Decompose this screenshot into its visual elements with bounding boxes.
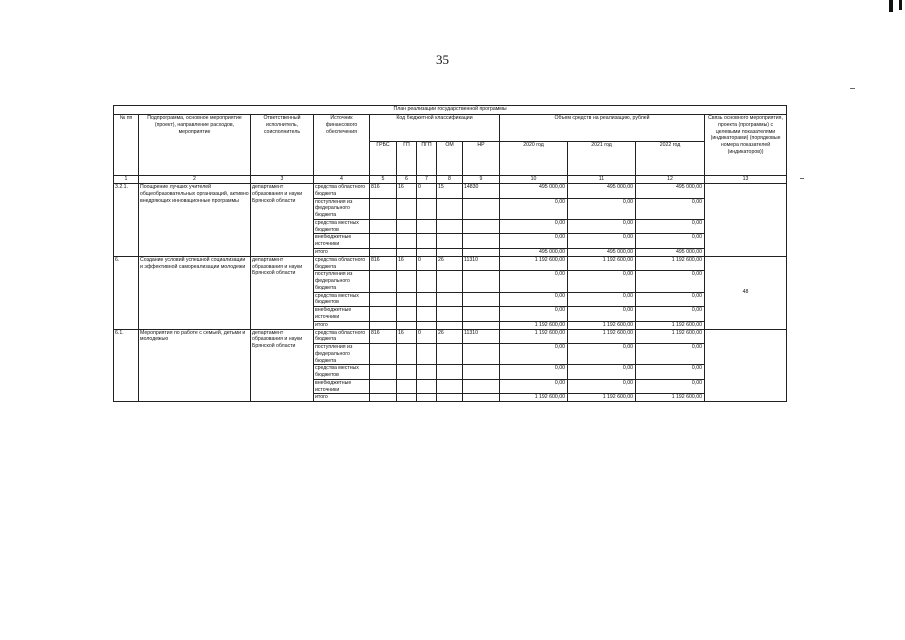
amount-2021: 1 192 600,00 <box>568 256 636 271</box>
amount-2020: 1 192 600,00 <box>500 321 568 329</box>
code-gp <box>397 344 417 365</box>
amount-2021: 0,00 <box>568 271 636 292</box>
scan-speck <box>850 88 855 89</box>
code-grbs <box>370 271 397 292</box>
code-np <box>463 219 500 234</box>
amount-2021: 0,00 <box>568 198 636 219</box>
funding-source: внебюджетные источники <box>314 234 370 249</box>
amount-2021: 1 192 600,00 <box>568 329 636 344</box>
code-om: 15 <box>437 184 463 199</box>
funding-source: поступления из федерального бюджета <box>314 271 370 292</box>
code-np <box>463 271 500 292</box>
amount-2022: 1 192 600,00 <box>636 321 705 329</box>
funding-source: итого <box>314 321 370 329</box>
code-pgp: 0 <box>417 329 437 344</box>
indicator-link: 48 <box>705 256 787 329</box>
code-grbs <box>370 365 397 380</box>
code-gp <box>397 292 417 307</box>
amount-2021: 0,00 <box>568 234 636 249</box>
code-gp <box>397 234 417 249</box>
amount-2020: 0,00 <box>500 198 568 219</box>
header-volume: Объем средств на реализацию, рублей <box>500 115 705 142</box>
amount-2020: 0,00 <box>500 307 568 322</box>
amount-2020: 0,00 <box>500 292 568 307</box>
column-number: 13 <box>705 176 787 184</box>
code-pgp <box>417 365 437 380</box>
funding-source: средства местных бюджетов <box>314 219 370 234</box>
column-number: 9 <box>463 176 500 184</box>
amount-2020: 0,00 <box>500 379 568 394</box>
code-pgp <box>417 394 437 402</box>
code-om <box>437 321 463 329</box>
column-number: 8 <box>437 176 463 184</box>
amount-2022: 0,00 <box>636 307 705 322</box>
code-np <box>463 248 500 256</box>
funding-source: средства областного бюджета <box>314 184 370 199</box>
amount-2022: 0,00 <box>636 365 705 380</box>
header-responsible: Ответственный исполнитель, соисполнитель <box>251 115 314 176</box>
amount-2022: 0,00 <box>636 292 705 307</box>
amount-2020: 0,00 <box>500 365 568 380</box>
code-np <box>463 379 500 394</box>
funding-source: внебюджетные источники <box>314 307 370 322</box>
column-number: 4 <box>314 176 370 184</box>
code-grbs <box>370 394 397 402</box>
program-plan-table <box>113 105 787 402</box>
amount-2021: 495 000,00 <box>568 184 636 199</box>
code-grbs: 816 <box>370 256 397 271</box>
funding-source: поступления из федерального бюджета <box>314 344 370 365</box>
code-om <box>437 379 463 394</box>
amount-2022: 1 192 600,00 <box>636 394 705 402</box>
funding-source: итого <box>314 248 370 256</box>
code-om <box>437 307 463 322</box>
code-np: 11310 <box>463 256 500 271</box>
measure-name: Мероприятия по работе с семьей, детьми и молодежью <box>139 329 251 402</box>
amount-2021: 0,00 <box>568 292 636 307</box>
header-np: НР <box>463 142 500 176</box>
amount-2020: 0,00 <box>500 344 568 365</box>
header-source: Источник финансового обеспечения <box>314 115 370 176</box>
funding-source: итого <box>314 394 370 402</box>
table-row <box>114 329 787 344</box>
column-number: 11 <box>568 176 636 184</box>
funding-source: средства областного бюджета <box>314 256 370 271</box>
code-np <box>463 365 500 380</box>
code-np: 11310 <box>463 329 500 344</box>
code-om: 26 <box>437 256 463 271</box>
code-om <box>437 394 463 402</box>
amount-2022: 0,00 <box>636 271 705 292</box>
code-pgp <box>417 344 437 365</box>
column-number: 12 <box>636 176 705 184</box>
indicator-link <box>705 329 787 402</box>
header-subprogram: Подпрограмма, основное мероприятие (проект), направление расходов, мероприятие <box>139 115 251 176</box>
column-number: 1 <box>114 176 139 184</box>
code-pgp: 0 <box>417 256 437 271</box>
amount-2022: 0,00 <box>636 379 705 394</box>
code-om <box>437 219 463 234</box>
amount-2020: 1 192 600,00 <box>500 256 568 271</box>
code-pgp <box>417 321 437 329</box>
amount-2021: 0,00 <box>568 365 636 380</box>
code-grbs <box>370 379 397 394</box>
code-np <box>463 198 500 219</box>
code-grbs: 816 <box>370 184 397 199</box>
amount-2020: 0,00 <box>500 271 568 292</box>
row-number: 6. <box>114 256 139 329</box>
code-grbs: 816 <box>370 329 397 344</box>
code-pgp <box>417 248 437 256</box>
header-budget-code: Код бюджетной классификации <box>370 115 500 142</box>
code-gp <box>397 248 417 256</box>
code-gp: 16 <box>397 184 417 199</box>
funding-source: средства областного бюджета <box>314 329 370 344</box>
code-pgp <box>417 292 437 307</box>
responsible-executor: департамент образования и науки Брянской области <box>251 329 314 402</box>
header-2021: 2021 год <box>568 142 636 176</box>
code-np <box>463 321 500 329</box>
code-np <box>463 234 500 249</box>
header-om: ОМ <box>437 142 463 176</box>
code-pgp <box>417 219 437 234</box>
code-om <box>437 292 463 307</box>
code-om <box>437 365 463 380</box>
table-title: План реализации государственной программы <box>114 106 787 115</box>
column-number: 5 <box>370 176 397 184</box>
amount-2022: 1 192 600,00 <box>636 329 705 344</box>
header-2022: 2022 год <box>636 142 705 176</box>
code-gp <box>397 379 417 394</box>
row-number: 3.2.1. <box>114 184 139 257</box>
amount-2020: 0,00 <box>500 219 568 234</box>
amount-2020: 1 192 600,00 <box>500 394 568 402</box>
amount-2022: 0,00 <box>636 219 705 234</box>
amount-2021: 1 192 600,00 <box>568 394 636 402</box>
code-pgp <box>417 379 437 394</box>
responsible-executor: департамент образования и науки Брянской области <box>251 256 314 329</box>
measure-name: Создание условий успешной социализации и эффективной самореализации молодежи <box>139 256 251 329</box>
amount-2021: 0,00 <box>568 344 636 365</box>
code-np <box>463 344 500 365</box>
code-gp <box>397 198 417 219</box>
amount-2020: 0,00 <box>500 234 568 249</box>
code-pgp <box>417 234 437 249</box>
scan-edge-mark <box>899 0 902 10</box>
code-grbs <box>370 292 397 307</box>
row-number: 6.1. <box>114 329 139 402</box>
code-pgp <box>417 307 437 322</box>
code-grbs <box>370 234 397 249</box>
amount-2022: 495 000,00 <box>636 248 705 256</box>
funding-source: средства местных бюджетов <box>314 365 370 380</box>
page-number: 35 <box>436 52 449 67</box>
table-row <box>114 256 787 271</box>
code-om: 26 <box>437 329 463 344</box>
code-pgp: 0 <box>417 184 437 199</box>
funding-source: внебюджетные источники <box>314 379 370 394</box>
amount-2022: 0,00 <box>636 344 705 365</box>
code-pgp <box>417 271 437 292</box>
indicator-link <box>705 184 787 257</box>
header-gp: ГП <box>397 142 417 176</box>
amount-2022: 495 000,00 <box>636 184 705 199</box>
code-om <box>437 248 463 256</box>
code-gp: 16 <box>397 329 417 344</box>
code-grbs <box>370 198 397 219</box>
code-grbs <box>370 344 397 365</box>
header-link: Связь основного мероприятия, проекта (программы) с целевыми показателями (индикаторами) (порядковые номера показателей (индикаторов)) <box>705 115 787 176</box>
code-om <box>437 344 463 365</box>
code-grbs <box>370 219 397 234</box>
code-np <box>463 292 500 307</box>
amount-2022: 0,00 <box>636 234 705 249</box>
header-pgp: ПГП <box>417 142 437 176</box>
column-number: 2 <box>139 176 251 184</box>
amount-2021: 495 000,00 <box>568 248 636 256</box>
amount-2020: 1 192 600,00 <box>500 329 568 344</box>
amount-2021: 0,00 <box>568 219 636 234</box>
code-gp <box>397 219 417 234</box>
code-gp: 16 <box>397 256 417 271</box>
header-num: № пп <box>114 115 139 176</box>
amount-2021: 1 192 600,00 <box>568 321 636 329</box>
header-grbs: ГРБС <box>370 142 397 176</box>
code-gp <box>397 321 417 329</box>
responsible-executor: департамент образования и науки Брянской области <box>251 184 314 257</box>
code-om <box>437 271 463 292</box>
funding-source: поступления из федерального бюджета <box>314 198 370 219</box>
code-gp <box>397 365 417 380</box>
code-grbs <box>370 307 397 322</box>
code-grbs <box>370 248 397 256</box>
code-grbs <box>370 321 397 329</box>
code-np <box>463 307 500 322</box>
scan-edge-mark <box>889 0 893 12</box>
funding-source: средства местных бюджетов <box>314 292 370 307</box>
column-number: 3 <box>251 176 314 184</box>
code-np <box>463 394 500 402</box>
code-om <box>437 234 463 249</box>
code-om <box>437 198 463 219</box>
scan-speck <box>800 178 804 179</box>
code-gp <box>397 307 417 322</box>
column-number: 6 <box>397 176 417 184</box>
code-gp <box>397 271 417 292</box>
column-number: 10 <box>500 176 568 184</box>
column-number: 7 <box>417 176 437 184</box>
amount-2022: 1 192 600,00 <box>636 256 705 271</box>
amount-2022: 0,00 <box>636 198 705 219</box>
measure-name: Поощрение лучших учителей общеобразовательных организаций, активно внедряющих инновационные программы <box>139 184 251 257</box>
code-np: 14830 <box>463 184 500 199</box>
code-gp <box>397 394 417 402</box>
amount-2021: 0,00 <box>568 379 636 394</box>
header-2020: 2020 год <box>500 142 568 176</box>
column-number-row <box>114 176 787 184</box>
amount-2021: 0,00 <box>568 307 636 322</box>
amount-2020: 495 000,00 <box>500 248 568 256</box>
table-row <box>114 184 787 199</box>
code-pgp <box>417 198 437 219</box>
amount-2020: 495 000,00 <box>500 184 568 199</box>
